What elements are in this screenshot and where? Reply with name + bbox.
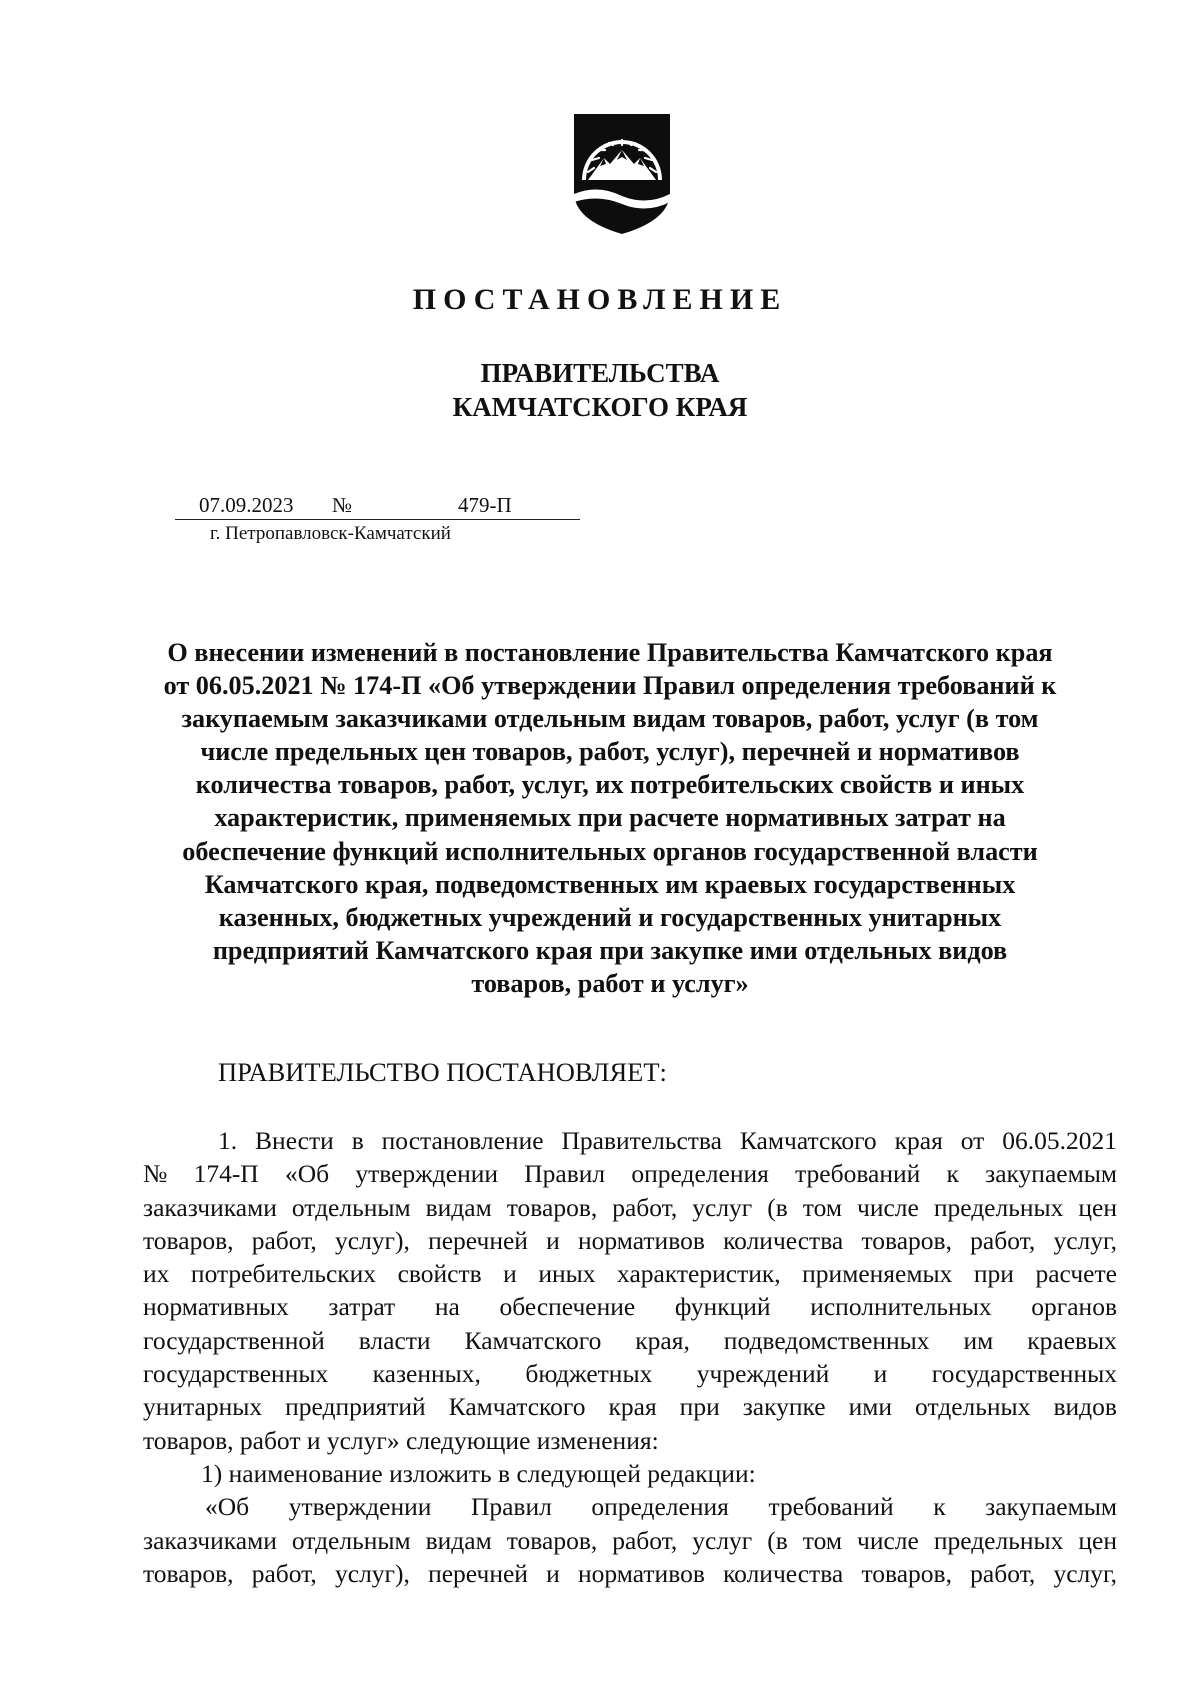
word: услуг),: [335, 1225, 410, 1255]
word: Камчатского: [464, 1325, 602, 1355]
word: заказчиками: [143, 1525, 277, 1555]
word: учреждений: [696, 1359, 830, 1389]
word: на: [434, 1292, 460, 1322]
subject-line: предприятий Камчатского края при закупке ими отдельных видов: [212, 935, 1008, 965]
word: работ,: [251, 1558, 317, 1588]
word: нормативов: [578, 1225, 705, 1255]
word: 174-П: [193, 1159, 259, 1189]
word: при: [679, 1392, 720, 1422]
word: и: [503, 1259, 517, 1289]
word: при: [973, 1259, 1014, 1289]
word: услуг: [692, 1192, 753, 1222]
word: нормативных: [143, 1292, 289, 1322]
word: и: [546, 1225, 560, 1255]
document-number: 479-П: [458, 493, 512, 517]
word: края,: [635, 1325, 690, 1355]
word: закупаемым: [985, 1159, 1117, 1189]
document-subject: [130, 636, 1090, 1000]
word: отдельным: [291, 1525, 411, 1555]
word: Правил: [470, 1492, 552, 1522]
word: (в: [767, 1192, 788, 1222]
word: Правил: [524, 1159, 606, 1189]
body-line: [143, 1290, 1117, 1323]
word: перечней: [428, 1558, 528, 1588]
subject-line: казенных, бюджетных учреждений и государственных унитарных: [218, 902, 1002, 932]
subject-line: закупаемым заказчиками отдельным видам товаров, работ, услуг (в том: [181, 704, 1039, 734]
word: видам: [425, 1192, 492, 1222]
word: от: [960, 1126, 985, 1155]
word: заказчиками: [143, 1192, 277, 1222]
body-line: [143, 1257, 1117, 1290]
word: предельных: [933, 1525, 1064, 1555]
word: потребительских: [190, 1259, 377, 1289]
word: видам: [425, 1525, 492, 1555]
word: унитарных: [143, 1392, 263, 1422]
word: затрат: [328, 1292, 396, 1322]
word: государственной: [143, 1325, 325, 1355]
word: власти: [358, 1325, 431, 1355]
word: расчете: [1035, 1259, 1117, 1289]
word: работ,: [970, 1558, 1036, 1588]
subject-line: характеристик, применяемых при расчете нормативных затрат на: [214, 803, 1006, 833]
word: их: [143, 1259, 170, 1289]
body-line: [143, 1357, 1117, 1390]
kamchatka-coat-of-arms-icon: [568, 110, 676, 236]
word: государственных: [143, 1359, 329, 1389]
body-line: [143, 1524, 1117, 1557]
body-line: [143, 1490, 1117, 1523]
word: государственных: [931, 1359, 1117, 1389]
word: цен: [1078, 1192, 1117, 1222]
word: работ,: [970, 1225, 1036, 1255]
word: количества: [723, 1225, 844, 1255]
word: им: [963, 1325, 994, 1355]
word: №: [143, 1159, 168, 1189]
word: предельных: [933, 1192, 1064, 1222]
subject-line: числе предельных цен товаров, работ, услуг), перечней и нормативов: [200, 737, 1020, 767]
word: утверждении: [355, 1159, 499, 1189]
word: (в: [767, 1525, 788, 1555]
word: отдельным: [291, 1192, 411, 1222]
body-line: [143, 1124, 1117, 1157]
word: характеристик,: [617, 1259, 781, 1289]
word: отдельных: [915, 1392, 1031, 1422]
word: к: [946, 1159, 959, 1189]
word: обеспечение: [499, 1292, 636, 1322]
word: Правительства: [561, 1126, 722, 1155]
body-line: 1) наименование изложить в следующей редакции:: [201, 1458, 756, 1488]
word: определения: [591, 1492, 729, 1522]
word: края: [894, 1126, 943, 1155]
subject-line: количества товаров, работ, услуг, их потребительских свойств и иных: [195, 770, 1025, 800]
subject-line: Камчатского края, подведомственных им краевых государственных: [204, 869, 1016, 899]
word: товаров,: [861, 1225, 952, 1255]
subject-line: от 06.05.2021 № 174-П «Об утверждении Правил определения требований к: [163, 671, 1057, 701]
word: товаров,: [143, 1558, 234, 1588]
word: казенных,: [372, 1359, 481, 1389]
subject-line: обеспечение функций исполнительных органов государственной власти: [182, 836, 1038, 866]
word: видов: [1053, 1392, 1117, 1422]
body-line: [143, 1557, 1117, 1590]
word: функций: [674, 1292, 771, 1322]
issuer-line: ПРАВИТЕЛЬСТВА: [480, 358, 720, 388]
issue-city: г. Петропавловск-Камчатский: [210, 523, 451, 544]
word: «Об: [205, 1492, 250, 1522]
word: перечней: [428, 1225, 528, 1255]
word: в: [351, 1126, 364, 1155]
word: свойств: [397, 1259, 482, 1289]
word: Внести: [255, 1126, 334, 1155]
document-title: ПОСТАНОВЛЕНИЕ: [412, 283, 788, 316]
word: и: [546, 1558, 560, 1588]
word: том: [802, 1192, 843, 1222]
body-line: товаров, работ и услуг» следующие изменения:: [143, 1425, 659, 1455]
word: 06.05.2021: [1002, 1126, 1117, 1155]
word: бюджетных: [525, 1359, 653, 1389]
word: иных: [538, 1259, 596, 1289]
subject-line: товаров, работ и услуг»: [471, 968, 749, 998]
word: органов: [1031, 1292, 1117, 1322]
word: ими: [848, 1392, 893, 1422]
word: подведомственных: [723, 1325, 930, 1355]
word: работ,: [251, 1225, 317, 1255]
word: «Об: [284, 1159, 330, 1189]
word: краевых: [1027, 1325, 1117, 1355]
subject-line: О внесении изменений в постановление Правительства Камчатского края: [167, 638, 1053, 667]
body-line: [143, 1191, 1117, 1224]
word: применяемых: [802, 1259, 953, 1289]
word: 1.: [218, 1126, 238, 1155]
word: числе: [857, 1192, 919, 1222]
document-body: [143, 1124, 1117, 1590]
word: работ,: [612, 1192, 678, 1222]
word: числе: [857, 1525, 919, 1555]
word: закупке: [742, 1392, 826, 1422]
body-line: [143, 1324, 1117, 1357]
word: услуг: [692, 1525, 753, 1555]
word: Камчатского: [739, 1126, 877, 1155]
word: работ,: [612, 1525, 678, 1555]
word: товаров,: [861, 1558, 952, 1588]
body-line: [143, 1157, 1117, 1190]
decree-verb: ПРАВИТЕЛЬСТВО ПОСТАНОВЛЯЕТ:: [218, 1057, 667, 1087]
word: нормативов: [578, 1558, 705, 1588]
word: к: [933, 1492, 946, 1522]
word: том: [802, 1525, 843, 1555]
body-line: [143, 1224, 1117, 1257]
word: требований: [795, 1159, 921, 1189]
word: постановление: [381, 1126, 544, 1155]
word: количества: [723, 1558, 844, 1588]
number-sign: №: [332, 493, 353, 517]
word: исполнительных: [810, 1292, 992, 1322]
word: определения: [631, 1159, 769, 1189]
word: требований: [768, 1492, 894, 1522]
body-line: [143, 1390, 1117, 1423]
word: и: [873, 1359, 888, 1389]
issuer-line: КАМЧАТСКОГО КРАЯ: [452, 392, 748, 422]
word: закупаемым: [985, 1492, 1117, 1522]
word: Камчатского: [448, 1392, 586, 1422]
word: услуг,: [1053, 1225, 1117, 1255]
word: услуг),: [335, 1558, 410, 1588]
word: цен: [1078, 1525, 1117, 1555]
word: края: [608, 1392, 657, 1422]
word: предприятий: [285, 1392, 426, 1422]
word: товаров,: [143, 1225, 234, 1255]
registration-line: [175, 493, 580, 520]
word: услуг,: [1053, 1558, 1117, 1588]
document-date: 07.09.2023: [199, 493, 294, 517]
issuer-name: [0, 356, 1200, 424]
word: товаров,: [506, 1525, 598, 1555]
word: утверждении: [288, 1492, 432, 1522]
word: товаров,: [506, 1192, 598, 1222]
